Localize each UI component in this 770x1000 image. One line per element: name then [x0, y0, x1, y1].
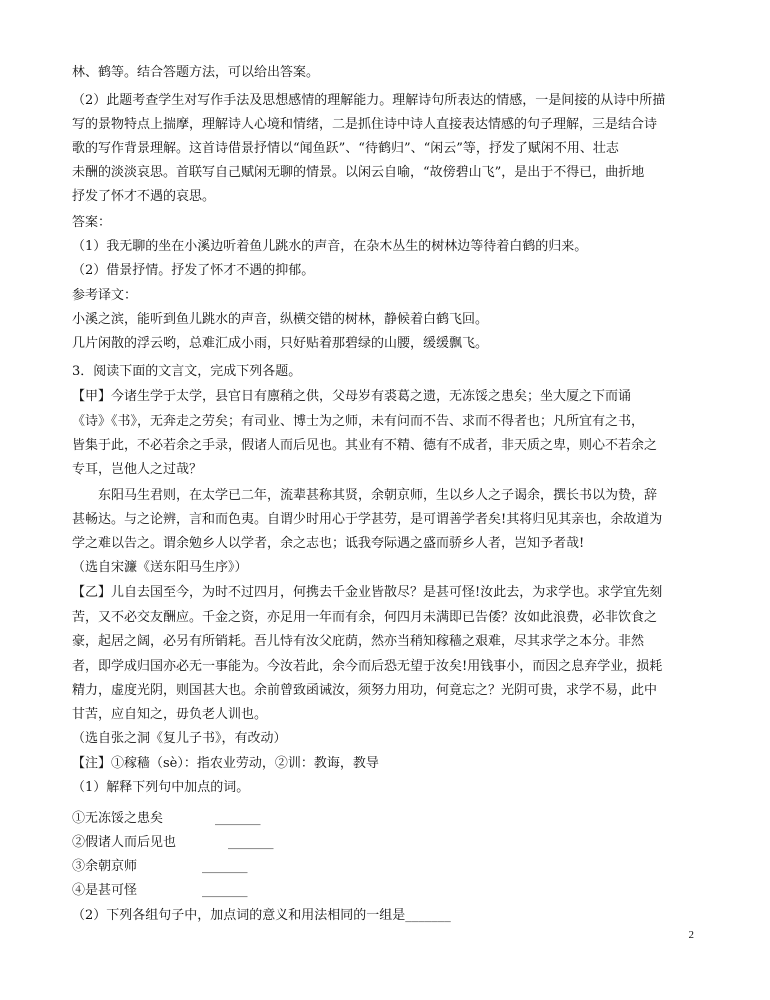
passage-line: 精力，虚度光阴，则国甚大也。余前曾致函诫汝，须努力用功，何竟忘之？光阴可贵，求学不易，此中 [72, 683, 658, 698]
blank-item: ④是甚可怪 _______ [72, 883, 248, 898]
passage-line: 者，即学成归国亦必无一事能为。今汝若此，余今而后恐无望于汝矣!用钱事小，而因之息弃学业，损耗 [72, 659, 663, 674]
text-line: 几片闲散的浮云哟，总难汇成小雨，只好贴着那碧绿的山腰，缓缓飘飞。 [72, 336, 489, 351]
blank-item: ②假诸人而后见也 _______ [72, 835, 274, 850]
question-heading: 3．阅读下面的文言文，完成下列各题。 [72, 364, 302, 379]
text-line: （2）借景抒情。抒发了怀才不遇的抑郁。 [72, 263, 315, 278]
passage-line: 东阳马生君则，在太学已二年，流辈甚称其贤，余朝京师，生以乡人之子谒余，撰长书以为贽，辞 [98, 488, 658, 503]
blank-item: ③余朝京师 _______ [72, 859, 248, 874]
text-line: （2）此题考查学生对写作手法及思想感情的理解能力。理解诗句所表达的情感，一是间接的从诗中所描 [72, 93, 666, 108]
passage-line: 甘苦，应自知之，毋负老人训也。 [72, 707, 268, 722]
passage-line: 皆集于此，不必若余之手录，假诸人而后见也。其业有不精、德有不成者，非天质之卑，则心不若余之 [72, 438, 658, 453]
text-line: 歌的写作背景理解。这首诗借景抒情以“闻鱼跃”、“待鹤归”、“闲云”等，抒发了赋闲不用、壮志 [72, 141, 619, 156]
passage-line: 专耳，岂他人之过哉？ [72, 462, 203, 477]
blank-item: ①无冻馁之患矣 _______ [72, 811, 261, 826]
page-number: 2 [688, 929, 694, 941]
text-line: （1）我无聊的坐在小溪边听着鱼儿跳水的声音，在杂木丛生的树林边等待着白鹤的归来。 [72, 239, 588, 254]
passage-line: 甚畅达。与之论辨，言和而色夷。自谓少时用心于学甚劳，是可谓善学者矣!其将归见其亲也，余故道为 [72, 512, 663, 527]
source-note: （选自张之洞《复儿子书》，有改动） [72, 731, 287, 746]
sub-question: （2）下列各组句子中，加点词的意义和用法相同的一组是_______ [72, 908, 451, 923]
passage-line: 学之难以告之。谓余勉乡人以学者，余之志也；诋我夸际遇之盛而骄乡人者，岂知予者哉! [72, 536, 585, 551]
passage-line: 豪，起居之阔，必另有所销耗。吾儿恃有汝父庇荫，然亦当稍知稼穑之艰难，尽其求学之本分。非然 [72, 634, 645, 649]
sub-question: （1）解释下列句中加点的词。 [72, 780, 250, 795]
translation-heading: 参考译文： [72, 288, 138, 303]
answer-heading: 答案： [72, 215, 112, 230]
footnote: 【注】①稼穑（sè）：指农业劳动，②训：教诲，教导 [72, 756, 379, 771]
text-line: 写的景物特点上揣摩，理解诗人心境和情绪，二是抓住诗中诗人直接表达情感的句子理解，三是结合诗 [72, 117, 658, 132]
source-note: （选自宋濂《送东阳马生序》） [72, 560, 248, 575]
passage-line: 苦，又不必交友酬应。千金之资，亦足用一年而有余，何四月未满即已告倭？汝如此浪费，必非饮食之 [72, 610, 658, 625]
text-line: 抒发了怀才不遇的哀思。 [72, 189, 216, 204]
passage-line: 【甲】今诸生学于太学，县官日有廪稍之供，父母岁有裘葛之遗，无冻馁之患矣；坐大厦之下而诵 [72, 389, 632, 404]
text-line: 未酬的淡淡哀思。首联写自己赋闲无聊的情景。以闲云自喻，“故傍碧山飞”，是出于不得已，曲折地 [72, 165, 645, 180]
text-line: 小溪之滨，能听到鱼儿跳水的声音，纵横交错的树林，静候着白鹤飞回。 [72, 312, 489, 327]
text-line: 林、鹤等。结合答题方法，可以给出答案。 [72, 65, 320, 80]
passage-line: 《诗》《书》，无奔走之劳矣；有司业、博士为之师，未有问而不告、求而不得者也；凡所宜有之书， [72, 414, 645, 429]
passage-line: 【乙】儿自去国至今，为时不过四月，何携去千金业皆散尽？是甚可怪!汝此去，为求学也。求学宜先刻 [72, 585, 663, 600]
